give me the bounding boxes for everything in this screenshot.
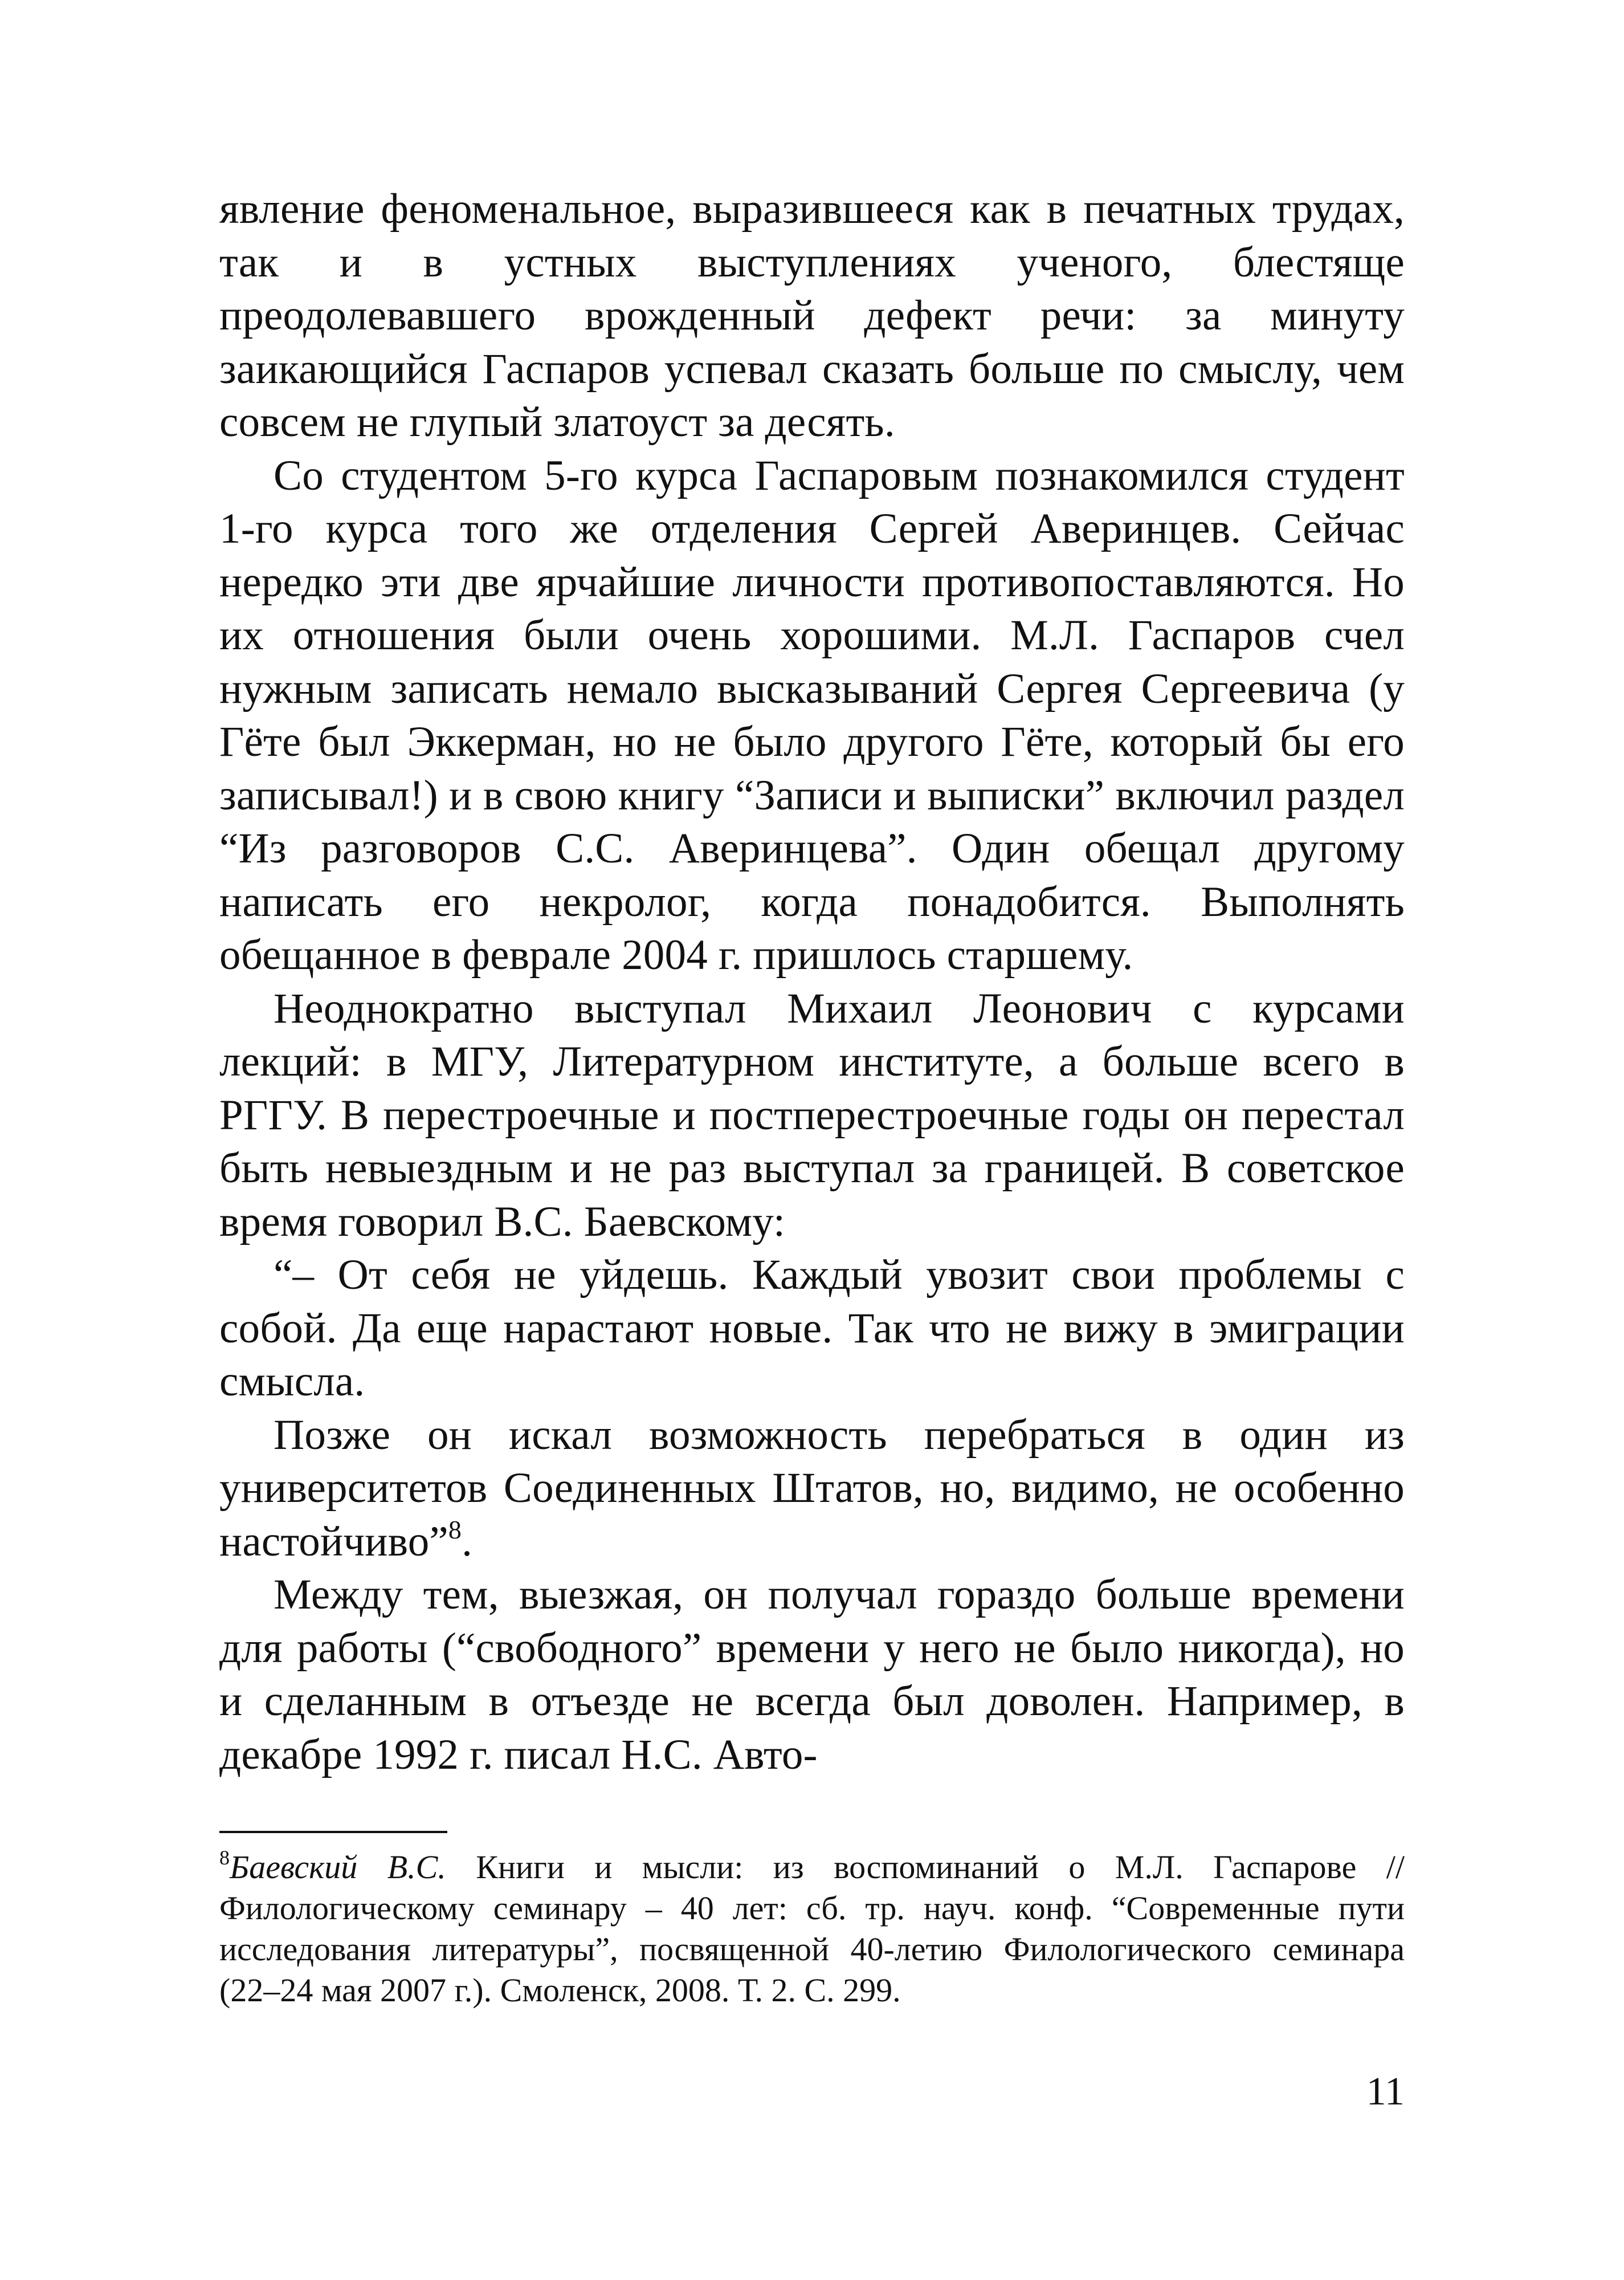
footnote-number: 8 <box>219 1846 230 1869</box>
footnote <box>219 1847 1405 2011</box>
paragraph-1: явление феноменальное, выразившееся как в печатных трудах, так и в устных выступлениях ученого, блестяще преодолевавшего врожденный дефект речи: за минуту заикающийся Гаспаров успевал сказать больше по смыслу, чем совсем не глупый златоуст за десять. <box>219 185 1405 446</box>
page-number: 11 <box>1366 2070 1405 2114</box>
footnote-divider <box>219 1831 447 1833</box>
paragraph-4: Между тем, выезжая, он получал гораздо больше времени для работы (“свободного” времени у него не было никогда), но и сделанным в отъезде не всегда был доволен. Например, в декабре 1992 г. писал Н.С. Авто- <box>219 1571 1405 1778</box>
quote-paragraph-2-end: . <box>462 1517 473 1565</box>
quote-paragraph-2-text: Позже он искал возможность перебраться в один из университетов Соединенных Штатов, но, видимо, не особенно настойчиво” <box>219 1411 1405 1565</box>
main-text <box>219 182 1405 1781</box>
paragraph-2: Со студентом 5-го курса Гаспаровым познакомился студент 1-го курса того же отделения Сергей Аверинцев. Сейчас нередко эти две ярчайшие личности противопоставляются. Но их отношения были очень хорошими. М.Л. Гаспаров счел нужным записать немало высказываний Сергея Сергеевича (у Гёте был Эккерман, но не было другого Гёте, который бы его записывал!) и в свою книгу “Записи и выписки” включил раздел “Из разговоров С.С. Аверинцева”. Один обещал другому написать его некролог, когда понадобится. Выполнять обещанное в феврале 2004 г. пришлось старшему. <box>219 451 1405 979</box>
paragraph-3: Неоднократно выступал Михаил Леонович с курсами лекций: в МГУ, Литературном институте, а больше всего в РГГУ. В перестроечные и постперестроечные годы он перестал быть невыездным и не раз выступал за границей. В советское время говорил В.С. Баевскому: <box>219 984 1405 1245</box>
quote-paragraph-2 <box>219 1408 1405 1569</box>
footnote-author: Баевский В.С. <box>230 1849 446 1886</box>
footnote-text: Книги и мысли: из воспоминаний о М.Л. Гаспарове // Филологическому семинару – 40 лет: сб. тр. науч. конф. “Современные пути исследования литературы”, посвященной 40-летию Филологического семинара (22–24 мая 2007 г.). Смоленск, 2008. Т. 2. С. 299. <box>219 1849 1405 2009</box>
footnote-reference: 8 <box>448 1514 462 1544</box>
quote-paragraph-1: “– От себя не уйдешь. Каждый увозит свои проблемы с собой. Да еще нарастают новые. Так что не вижу в эмиграции смысла. <box>219 1251 1405 1405</box>
